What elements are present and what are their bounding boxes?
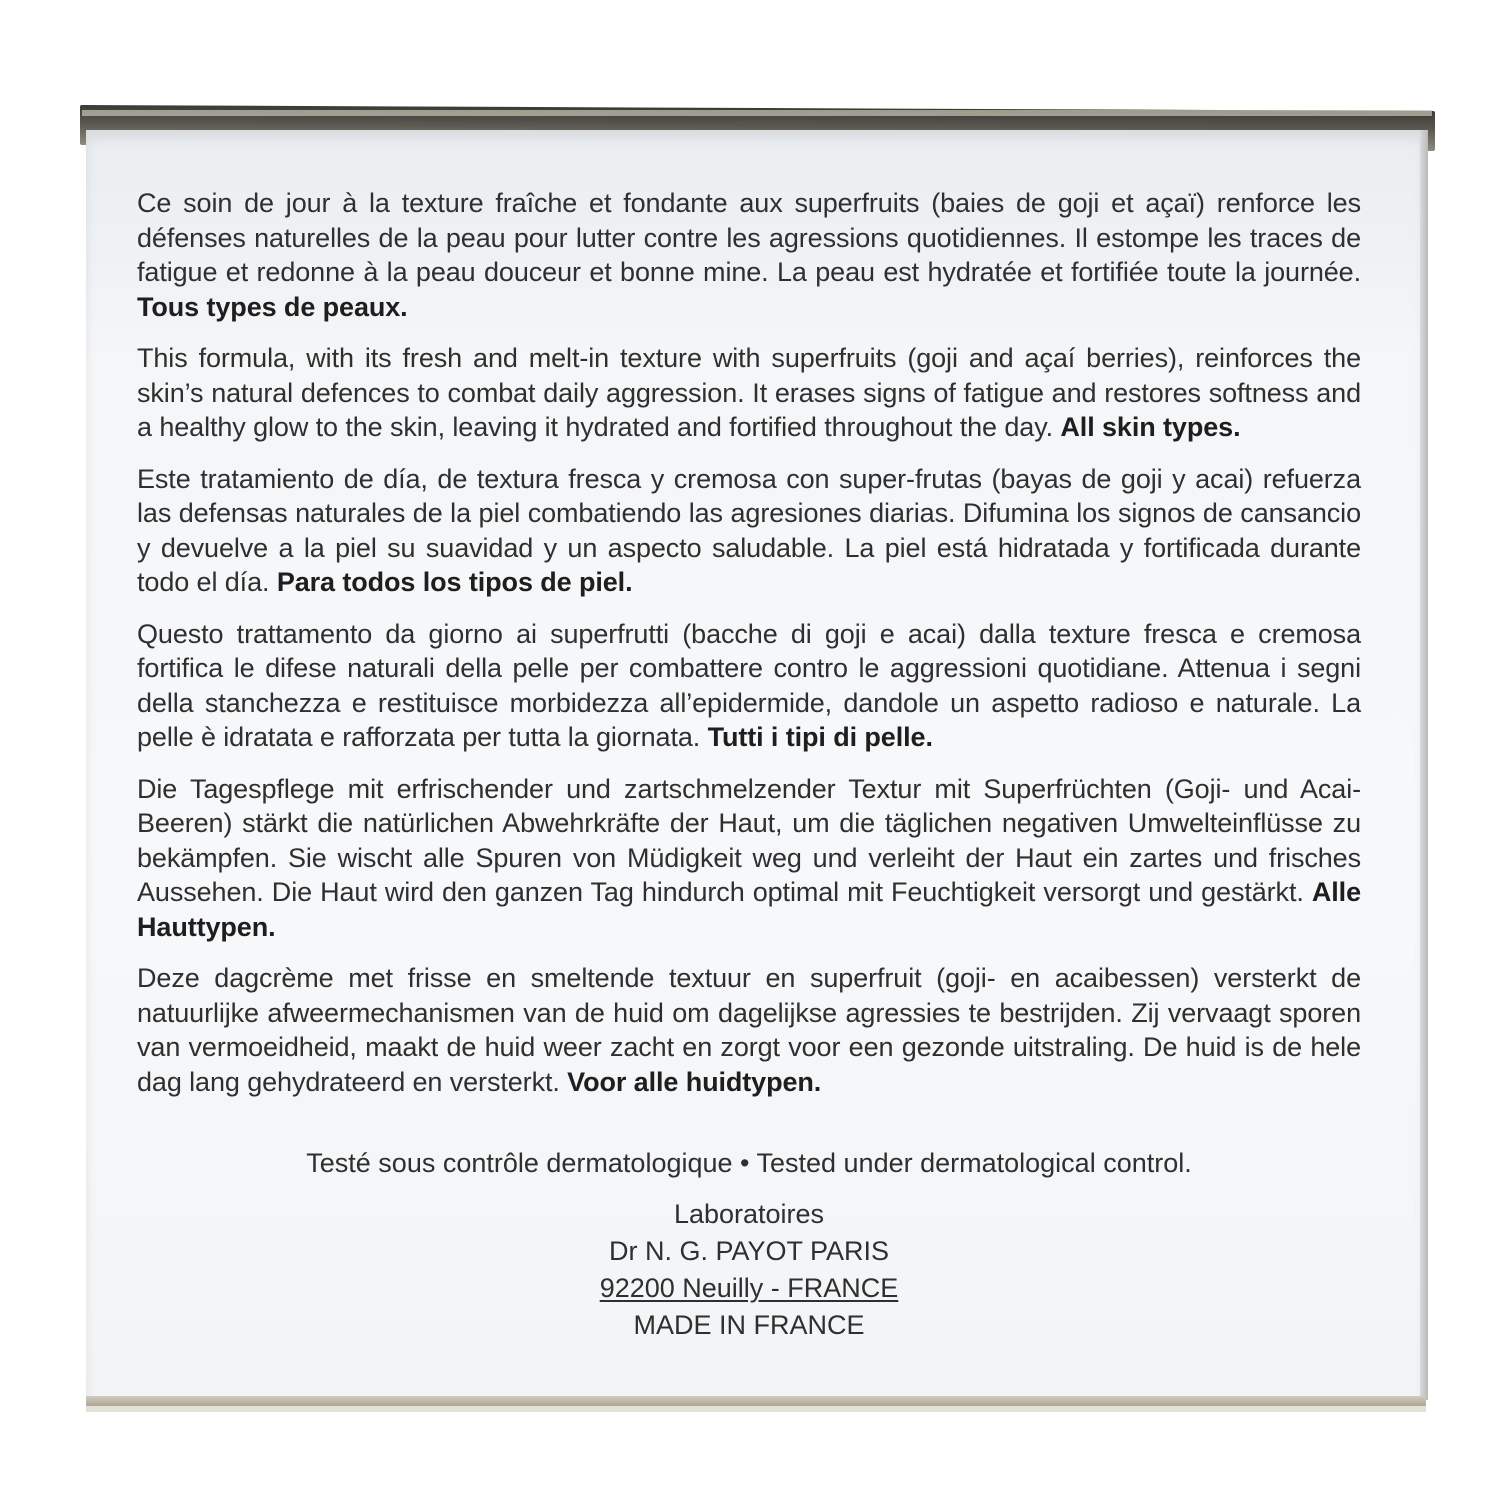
paragraph-dutch: [137, 961, 1361, 1099]
box-lid-highlight: [82, 110, 1432, 116]
paragraph-skin-type: All skin types.: [1060, 412, 1241, 442]
paragraph-skin-type: Tutti i tipi di pelle.: [707, 722, 933, 752]
manufacturer-address: [137, 1196, 1361, 1344]
paragraph-text: Ce soin de jour à la texture fraîche et fondante aux superfruits (baies de goji et açaï) renforce les défenses naturelles de la peau pour lutter contre les agressions quotidiennes. Il estompe les traces de fatigue et redonne à la peau douceur et bonne mine. La peau est hydratée et fortifiée toute la journée.: [137, 188, 1361, 287]
box-bottom-shadow: [86, 1406, 1426, 1412]
dermatological-test-note: Testé sous contrôle dermatologique • Tested under dermatological control.: [306, 1148, 1192, 1178]
paragraph-skin-type: Voor alle huidtypen.: [567, 1066, 822, 1097]
paragraph-text: Este tratamiento de día, de textura fresca y cremosa con super-frutas (bayas de goji y acai) refuerza las defensas naturales de la piel combatiendo las agresiones diarias. Difumina los signos de cansancio y devuelve a la piel su suavidad y un aspecto saludable. La piel está hidratada y fortificada durante todo el día.: [137, 463, 1361, 597]
paragraph-text: Die Tagespflege mit erfrischender und zartschmelzender Textur mit Superfrüchten (Goji- und Acai-Beeren) stärkt die natürlichen Abwehrkräfte der Haut, um die täglichen negativen Umwelteinflüsse zu bekämpfen. Sie wischt alle Spuren von Müdigkeit weg und verleiht der Haut ein zartes und frisches Aussehen. Die Haut wird den ganzen Tag hindurch optimal mit Feuchtigkeit versorgt und gestärkt.: [137, 773, 1361, 907]
paragraph-text: Deze dagcrème met frisse en smeltende textuur en superfruit (goji- en acaibessen) versterkt de natuurlijke afweermechanismen van de huid om dagelijkse agressies te bestrijden. Zij vervaagt sporen van vermoeidheid, maakt de huid weer zacht en zorgt voor een gezonde uitstraling. De huid is de hele dag lang gehydrateerd en versterkt.: [137, 963, 1361, 1097]
description-text-block: [137, 186, 1361, 1116]
paragraph-text: Questo trattamento da giorno ai superfrutti (bacche di goji e acai) dalla texture fresca e cremosa fortifica le difese naturali della pelle per combattere contro le aggressioni quotidiane. Attenua i segni della stanchezza e restituisce morbidezza all’epidermide, dandole un aspetto radioso e naturale. La pelle è idratata e rafforzata per tutta la giornata.: [137, 618, 1361, 752]
lab-line-2: Dr N. G. PAYOT PARIS: [608, 1236, 890, 1266]
paragraph-spanish: [137, 462, 1361, 600]
paragraph-skin-type: Para todos los tipos de piel.: [276, 567, 633, 597]
paragraph-text: This formula, with its fresh and melt-in texture with superfruits (goji and açaí berries), reinforces the skin’s natural defences to combat daily aggression. It erases signs of fatigue and restores softness and a healthy glow to the skin, leaving it hydrated and fortified throughout the day.: [137, 343, 1361, 442]
paragraph-skin-type: Tous types de peaux.: [137, 291, 408, 322]
paragraph-english: [137, 341, 1361, 445]
paragraph-german: [137, 772, 1361, 945]
paragraph-skin-type: Alle Hauttypen.: [137, 877, 1361, 942]
lab-line-1: Laboratoires: [673, 1199, 825, 1229]
lab-line-4: MADE IN FRANCE: [633, 1310, 865, 1340]
box-right-edge: [1420, 130, 1428, 1400]
lab-line-3: 92200 Neuilly - FRANCE: [599, 1273, 899, 1303]
paragraph-french: [137, 186, 1361, 324]
paragraph-italian: [137, 617, 1361, 755]
